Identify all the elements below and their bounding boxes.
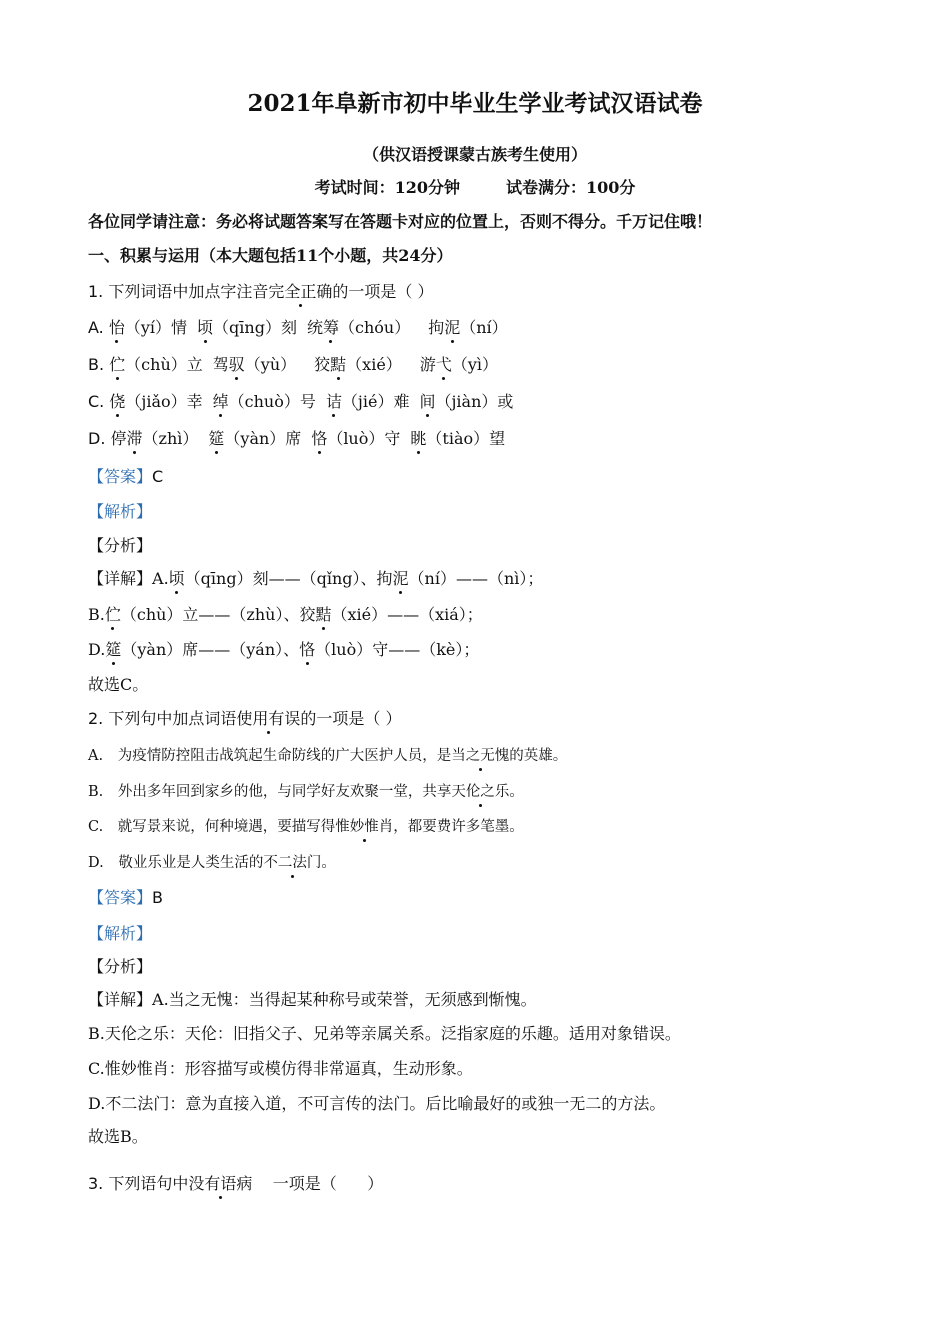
question-2-detail-1: 【详解】A.当之无愧：当得起某种称号或荣誉，无须感到惭愧。 (88, 990, 537, 1009)
question-1-option-a: A. 怡（yí）情 顷（qīng）刻 统筹（chóu） 拘泥（ní） (88, 316, 508, 340)
section-heading: 一、积累与运用（本大题包括11个小题，共24分） (88, 246, 453, 265)
notice: 各位同学请注意：务必将试题答案写在答题卡对应的位置上，否则不得分。千万记住哦！ (88, 212, 713, 231)
question-3-stem: 3. 下列语句中没有语病 一项是（ ） (88, 1172, 383, 1196)
question-2-answer: 【答案】B (88, 888, 163, 907)
question-2-stem: 2. 下列句中加点词语使用有误的一项是（ ） (88, 707, 401, 731)
exam-time: 考试时间：120分钟 (314, 178, 460, 197)
question-2-option-c: C. 就写景来说，何种境遇，要描写得惟妙惟肖，都要费许多笔墨。 (88, 815, 524, 839)
question-2-detail-4: D.不二法门：意为直接入道，不可言传的法门。后比喻最好的或独一无二的方法。 (88, 1094, 666, 1113)
question-1-conclusion: 故选C。 (88, 675, 149, 694)
question-1-detail-2: B.伫（chù）立——（zhù）、狡黠（xié）——（xiá）； (88, 603, 483, 627)
subtitle: （供汉语授课蒙古族考生使用） (362, 145, 587, 164)
question-2-detail-3: C.惟妙惟肖：形容描写或模仿得非常逼真，生动形象。 (88, 1059, 473, 1078)
question-2-option-b: B. 外出多年回到家乡的他，与同学好友欢聚一堂，共享天伦之乐。 (88, 780, 524, 804)
question-1-analysis-label: 【解析】 (88, 502, 153, 521)
page-title: 2021年阜新市初中毕业生学业考试汉语试卷 (247, 90, 703, 117)
question-1-fenxi: 【分析】 (88, 536, 153, 555)
question-1-option-b: B. 伫（chù）立 驾驭（yù） 狡黠（xié） 游弋（yì） (88, 353, 498, 377)
question-1-stem: 1. 下列词语中加点字注音完全正确的一项是（ ） (88, 280, 433, 304)
question-2-option-a: A. 为疫情防控阻击战筑起生命防线的广大医护人员，是当之无愧的英雄。 (88, 744, 567, 768)
question-2-detail-2: B.天伦之乐：天伦：旧指父子、兄弟等亲属关系。泛指家庭的乐趣。适用对象错误。 (88, 1024, 681, 1043)
question-1-option-c: C. 侥（jiǎo）幸 绰（chuò）号 诘（jié）难 间（jiàn）或 (88, 390, 513, 414)
question-1-detail-1: 【详解】A.顷（qīng）刻——（qǐng）、拘泥（ní）——（nì）； (88, 567, 543, 591)
question-1-detail-3: D.筵（yàn）席——（yán）、恪（luò）守——（kè）； (88, 638, 479, 662)
question-2-conclusion: 故选B。 (88, 1127, 148, 1146)
question-1-option-d: D. 停滞（zhì） 筵（yàn）席 恪（luò）守 眺（tiào）望 (88, 427, 505, 451)
question-2-option-d: D. 敬业乐业是人类生活的不二法门。 (88, 851, 336, 875)
question-2-analysis-label: 【解析】 (88, 924, 153, 943)
question-1-answer: 【答案】C (88, 467, 164, 486)
exam-meta (0, 176, 950, 200)
question-2-fenxi: 【分析】 (88, 957, 153, 976)
exam-score: 试卷满分：100分 (506, 178, 636, 197)
